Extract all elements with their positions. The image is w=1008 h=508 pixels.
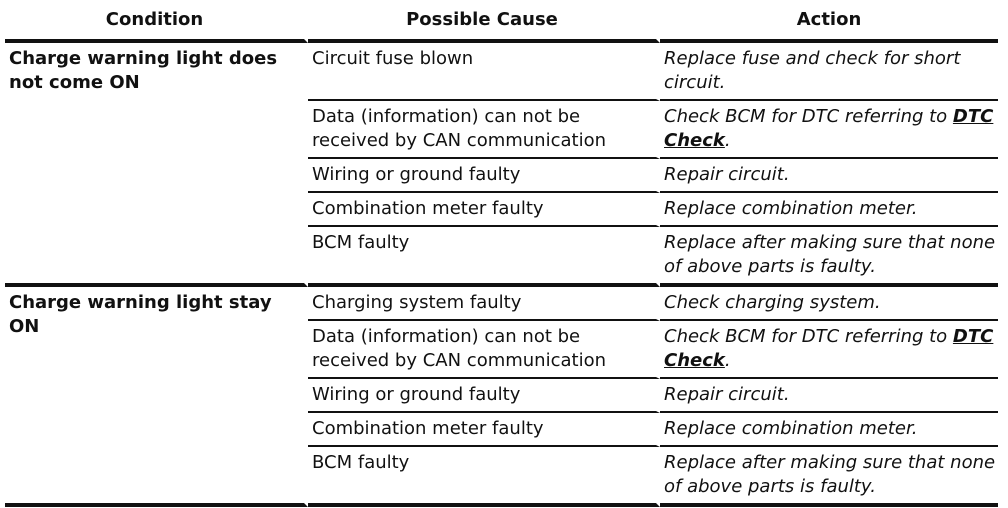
action-text: Check BCM for DTC referring to <box>664 326 953 347</box>
action-text: Repair circuit. <box>664 384 790 405</box>
action-suffix: . <box>724 350 731 371</box>
action-cell <box>660 321 998 379</box>
cause-cell: Wiring or ground faulty <box>308 379 660 413</box>
action-cell <box>660 287 998 321</box>
action-text: Replace combination meter. <box>664 418 918 439</box>
action-cell <box>660 447 998 507</box>
cause-cell: Circuit fuse blown <box>308 43 660 101</box>
action-cell <box>660 413 998 447</box>
action-cell <box>660 193 998 227</box>
action-suffix: . <box>724 130 731 151</box>
cause-cell: Combination meter faulty <box>308 193 660 227</box>
table-body <box>5 43 998 507</box>
dtc-check-link[interactable]: DTC Check <box>664 106 994 151</box>
action-text: Replace fuse and check for short circuit. <box>664 48 961 93</box>
header-action: Action <box>660 0 998 43</box>
table-row <box>5 287 998 321</box>
action-text: Replace after making sure that none of above parts is faulty. <box>664 232 996 277</box>
action-cell <box>660 101 998 159</box>
cause-cell: Wiring or ground faulty <box>308 159 660 193</box>
condition-cell: Charge warning light stay ON <box>5 287 308 507</box>
action-text: Replace after making sure that none of above parts is faulty. <box>664 452 996 497</box>
cause-cell: Data (information) can not be received by CAN communication <box>308 321 660 379</box>
cause-cell: Charging system faulty <box>308 287 660 321</box>
header-condition: Condition <box>5 0 308 43</box>
action-cell <box>660 227 998 287</box>
action-text: Check charging system. <box>664 292 881 313</box>
header-possible-cause: Possible Cause <box>308 0 660 43</box>
cause-cell: Combination meter faulty <box>308 413 660 447</box>
troubleshooting-page <box>5 0 998 507</box>
action-text: Check BCM for DTC referring to <box>664 106 953 127</box>
cause-cell: BCM faulty <box>308 227 660 287</box>
action-cell <box>660 159 998 193</box>
dtc-check-link[interactable]: DTC Check <box>664 326 994 371</box>
cause-cell: BCM faulty <box>308 447 660 507</box>
action-text: Replace combination meter. <box>664 198 918 219</box>
cause-cell: Data (information) can not be received by CAN communication <box>308 101 660 159</box>
table-header-row <box>5 0 998 43</box>
action-cell <box>660 43 998 101</box>
action-cell <box>660 379 998 413</box>
action-text: Repair circuit. <box>664 164 790 185</box>
condition-cell: Charge warning light does not come ON <box>5 43 308 287</box>
troubleshooting-table <box>5 0 998 507</box>
table-row <box>5 43 998 101</box>
